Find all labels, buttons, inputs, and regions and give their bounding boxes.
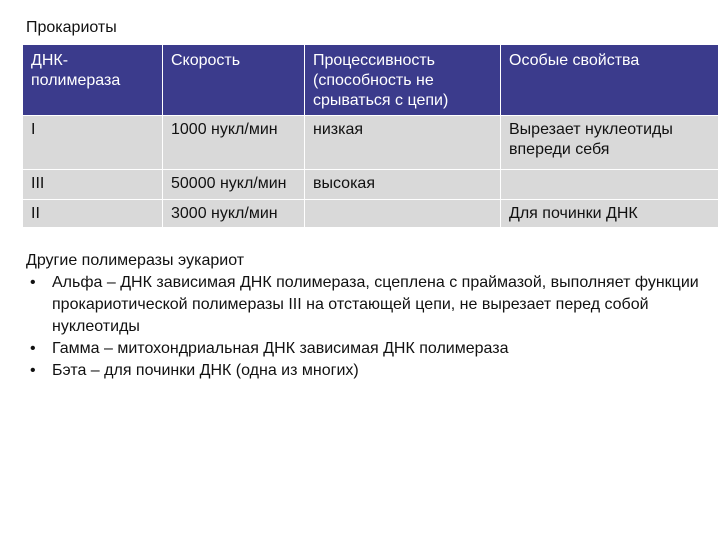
bullet-icon: • bbox=[30, 362, 36, 379]
cell-special-properties: Для починки ДНК bbox=[501, 200, 719, 228]
cell-special-properties bbox=[501, 170, 719, 200]
cell-processivity: высокая bbox=[305, 170, 501, 200]
cell-polymerase: I bbox=[23, 116, 163, 170]
table-row bbox=[23, 200, 719, 228]
notes-heading: Другие полимеразы эукариот bbox=[26, 252, 245, 269]
cell-processivity bbox=[305, 200, 501, 228]
cell-speed: 50000 нукл/мин bbox=[163, 170, 305, 200]
page-title: Прокариоты bbox=[26, 19, 117, 36]
table-row bbox=[23, 170, 719, 200]
list-item bbox=[26, 360, 706, 382]
list-item-text: Бэта – для починки ДНК (одна из многих) bbox=[52, 362, 359, 379]
list-item bbox=[26, 272, 706, 338]
table-row bbox=[23, 116, 719, 170]
bullet-icon: • bbox=[30, 340, 36, 357]
cell-speed: 3000 нукл/мин bbox=[163, 200, 305, 228]
polymerase-table bbox=[22, 44, 719, 228]
cell-polymerase: III bbox=[23, 170, 163, 200]
header-speed: Скорость bbox=[163, 45, 305, 116]
list-item-text: Гамма – митохондриальная ДНК зависимая ДНК полимераза bbox=[52, 340, 509, 357]
list-item bbox=[26, 338, 706, 360]
cell-processivity: низкая bbox=[305, 116, 501, 170]
notes-list bbox=[26, 272, 706, 382]
header-special-properties: Особые свойства bbox=[501, 45, 719, 116]
cell-polymerase: II bbox=[23, 200, 163, 228]
list-item-text: Альфа – ДНК зависимая ДНК полимераза, сцеплена с праймазой, выполняет функции прокариотической полимеразы III на отстающей цепи, не вырезает перед собой нуклеотиды bbox=[52, 274, 699, 335]
notes-section bbox=[26, 250, 706, 382]
header-processivity: Процессивность (способность не срываться с цепи) bbox=[305, 45, 501, 116]
cell-special-properties: Вырезает нуклеотиды впереди себя bbox=[501, 116, 719, 170]
bullet-icon: • bbox=[30, 274, 36, 291]
cell-speed: 1000 нукл/мин bbox=[163, 116, 305, 170]
header-polymerase: ДНК-полимераза bbox=[23, 45, 163, 116]
table-header-row bbox=[23, 45, 719, 116]
